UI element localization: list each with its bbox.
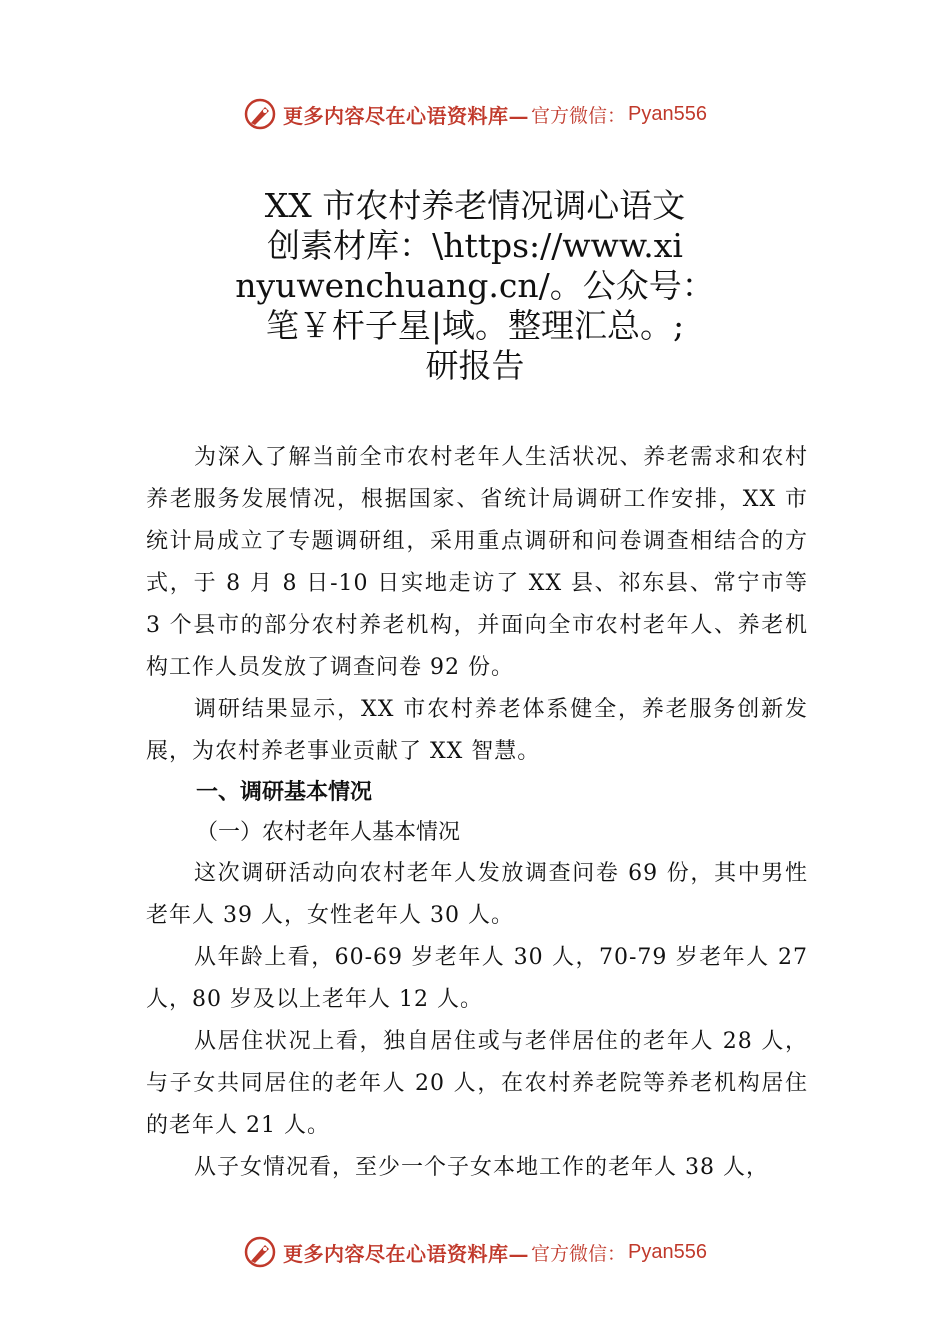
title-line: 研报告 — [425, 346, 525, 385]
banner-text: 更多内容尽在心语资料库— — [283, 1241, 529, 1266]
paragraph-residence: 从居住状况上看，独自居住或与老伴居住的老年人 28 人，与子女共同居住的老年人 20 人，在农村养老院等养老机构居住的老年人 21 人。 — [146, 1029, 808, 1138]
document-title — [150, 186, 800, 386]
pen-nib-logo-icon — [243, 97, 277, 131]
paragraph-intro: 为深入了解当前全市农村老年人生活状况、养老需求和农村养老服务发展情况，根据国家、省统计局调研工作安排，XX 市统计局成立了专题调研组，采用重点调研和问卷调查相结合的方式，于 8 月 8 日-10 日实地走访了 XX 县、祁东县、常宁市等 3 个县市的部分农村养老机构，并面向全市农村老年人、养老机构工作人员发放了调查问卷 92 份。 — [146, 445, 808, 680]
footer-banner — [0, 1232, 950, 1272]
banner-wechat-label: 官方微信： — [531, 104, 627, 127]
title-line: 笔￥杆子星|域。整理汇总。; — [265, 306, 685, 345]
pen-nib-logo-icon — [243, 1235, 277, 1269]
header-banner — [0, 94, 950, 134]
banner-wechat-id: Pyan556 — [628, 102, 707, 125]
subsection-heading: （一）农村老年人基本情况 — [196, 820, 461, 845]
title-line: nyuwenchuang.cn/。公众号： — [235, 266, 715, 305]
paragraph-survey-count: 这次调研活动向农村老年人发放调查问卷 69 份，其中男性老年人 39 人，女性老年人 30 人。 — [146, 861, 808, 928]
document-body — [146, 437, 808, 1189]
title-line: XX 市农村养老情况调心语文 — [264, 186, 686, 225]
banner-text: 更多内容尽在心语资料库— — [283, 103, 529, 128]
paragraph-children: 从子女情况看，至少一个子女本地工作的老年人 38 人， — [194, 1155, 769, 1180]
section-heading: 一、调研基本情况 — [196, 780, 373, 805]
banner-wechat-label: 官方微信： — [531, 1242, 627, 1265]
title-line: 创素材库：\https://www.xi — [267, 226, 683, 265]
paragraph-age: 从年龄上看，60-69 岁老年人 30 人，70-79 岁老年人 27 人，80 岁及以上老年人 12 人。 — [146, 945, 808, 1012]
banner-wechat-id: Pyan556 — [628, 1240, 707, 1263]
paragraph-summary: 调研结果显示，XX 市农村养老体系健全，养老服务创新发展，为农村养老事业贡献了 XX 智慧。 — [146, 697, 808, 764]
